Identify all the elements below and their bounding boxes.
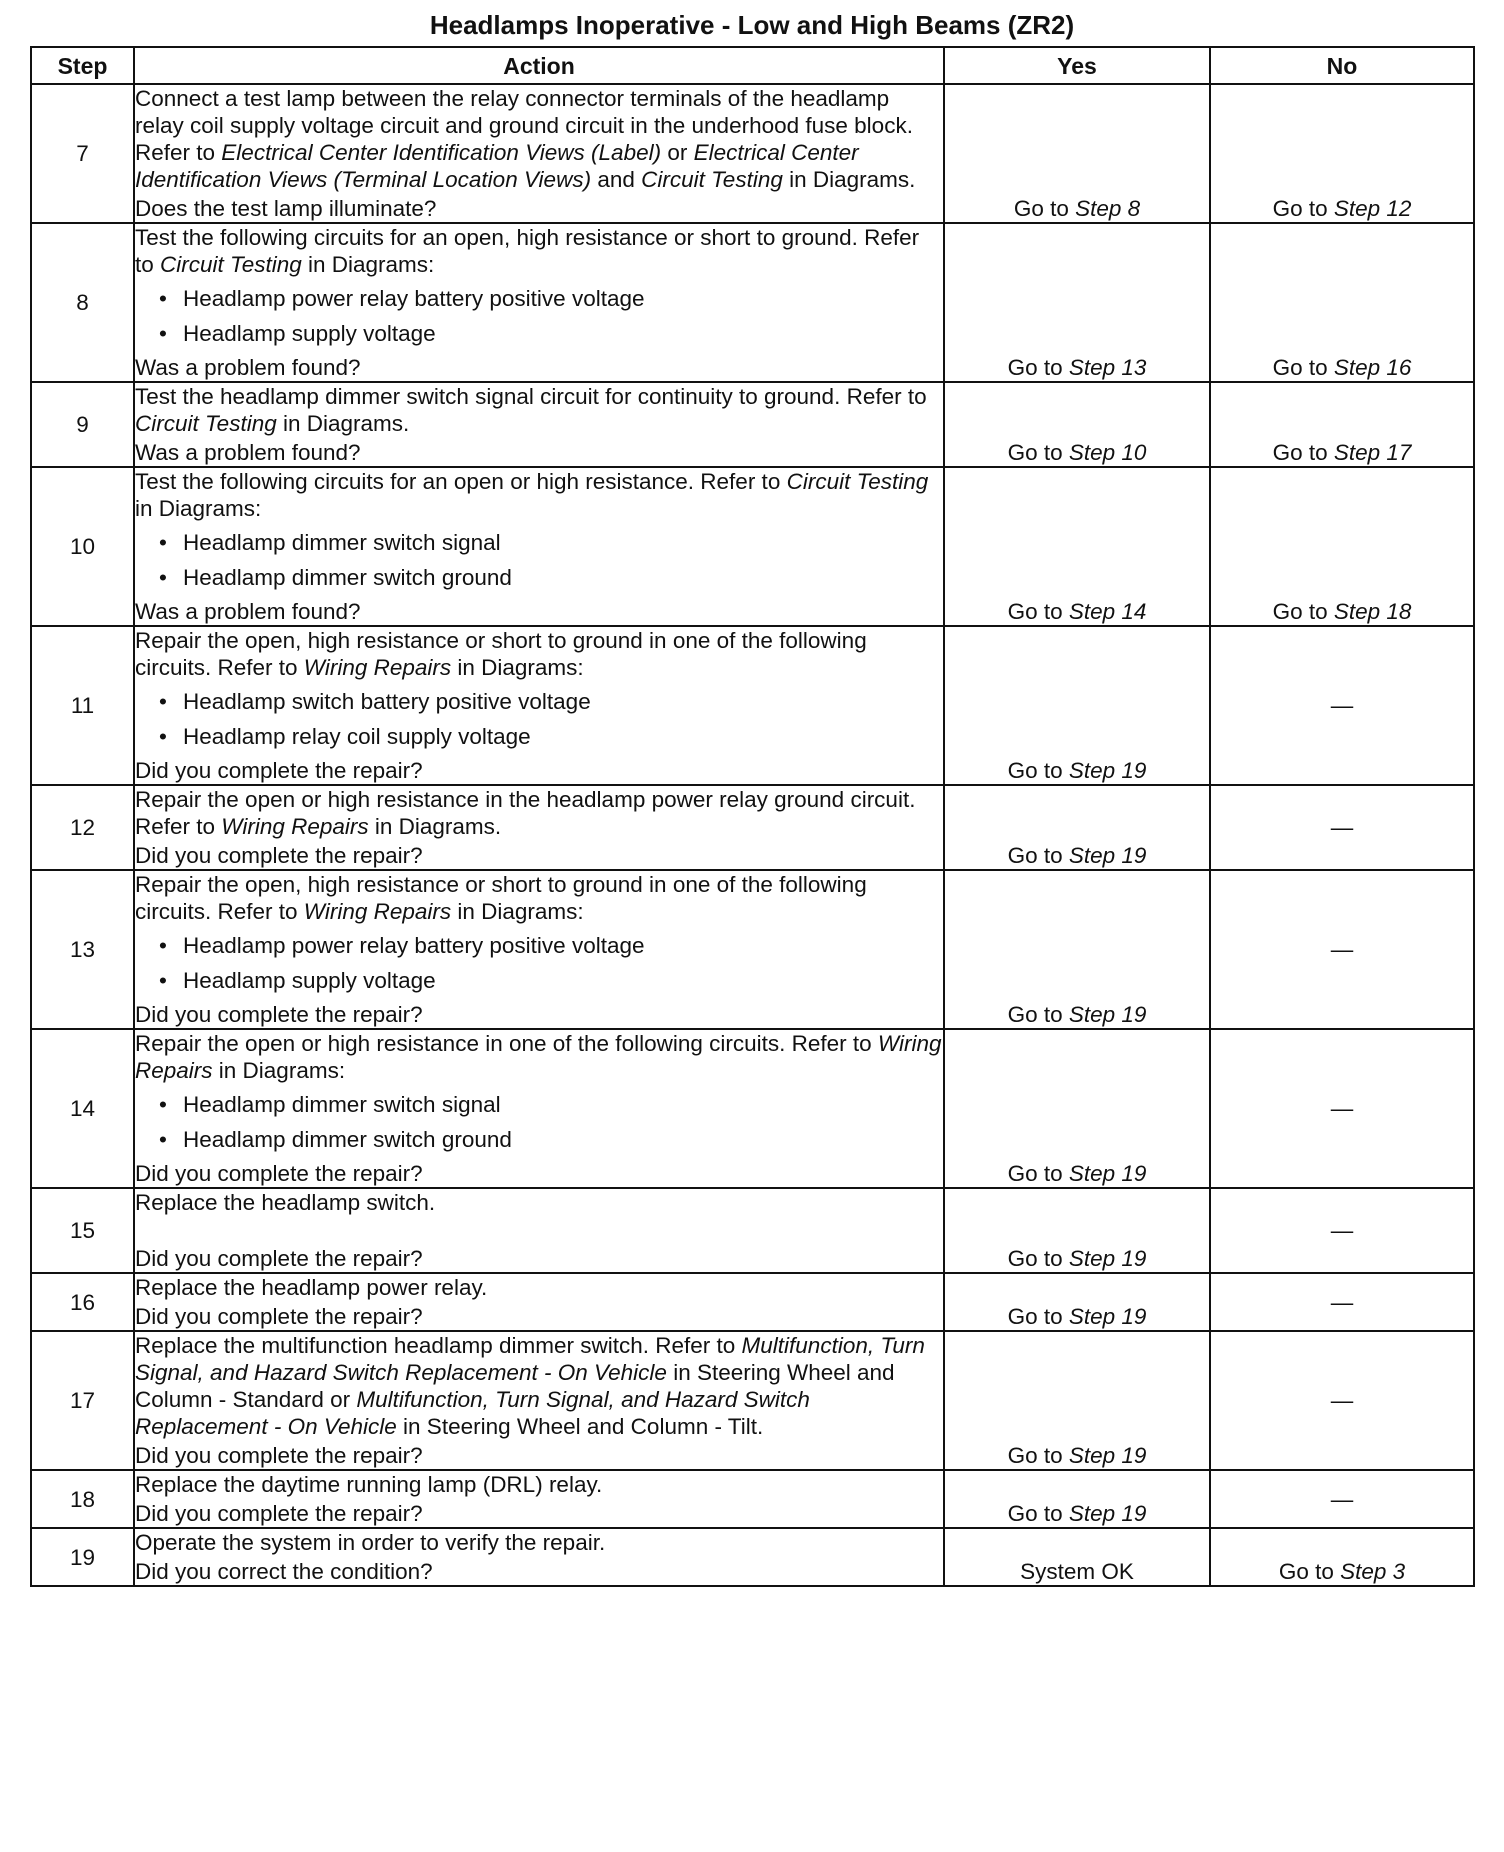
table-row-step-9 — [31, 382, 1474, 467]
yes-cell: Go to Step 19 — [944, 1470, 1210, 1528]
action-question: Did you complete the repair? — [135, 1002, 423, 1027]
step-number: 8 — [31, 223, 134, 382]
yes-step-ref: Step 10 — [1068, 440, 1147, 465]
yes-step-ref: Step 19 — [1068, 1501, 1147, 1526]
no-step-ref: Step 12 — [1333, 196, 1412, 221]
reference-link: Circuit Testing — [786, 469, 929, 494]
yes-step-ref: Step 19 — [1068, 758, 1147, 783]
action-question: Did you complete the repair? — [135, 843, 423, 868]
reference-link: Circuit Testing — [160, 252, 302, 277]
reference-link: Wiring Repairs — [135, 1031, 942, 1083]
reference-link: Circuit Testing — [641, 167, 783, 192]
circuit-list — [135, 281, 943, 351]
list-item: • Headlamp dimmer switch ground — [135, 1122, 943, 1157]
reference-link: Wiring Repairs — [221, 814, 369, 839]
list-item: • Headlamp power relay battery positive voltage — [135, 281, 943, 316]
action-text: Operate the system in order to verify the repair. — [135, 1530, 606, 1555]
header-row — [31, 47, 1474, 84]
yes-cell: Go to Step 13 — [944, 223, 1210, 382]
header-step: Step — [31, 47, 134, 84]
action-cell — [134, 1029, 944, 1188]
reference-link: Wiring Repairs — [303, 899, 452, 924]
header-action: Action — [134, 47, 944, 84]
action-question: Did you correct the condition? — [135, 1559, 433, 1584]
action-question: Did you complete the repair? — [135, 1501, 423, 1526]
list-item: • Headlamp supply voltage — [135, 963, 943, 998]
circuit-list — [135, 1087, 943, 1157]
no-cell-dash: — — [1210, 1188, 1474, 1273]
no-cell: Go to Step 17 — [1210, 382, 1474, 467]
yes-step-ref: Step 19 — [1068, 1304, 1147, 1329]
step-number: 17 — [31, 1331, 134, 1470]
no-cell-dash: — — [1210, 1273, 1474, 1331]
yes-step-ref: Step 19 — [1068, 843, 1147, 868]
action-cell — [134, 1273, 944, 1331]
list-item: • Headlamp power relay battery positive voltage — [135, 928, 943, 963]
step-number: 10 — [31, 467, 134, 626]
no-step-ref: Step 3 — [1340, 1559, 1406, 1584]
yes-cell: Go to Step 8 — [944, 84, 1210, 223]
yes-step-ref: Step 19 — [1068, 1002, 1147, 1027]
no-step-ref: Step 16 — [1333, 355, 1412, 380]
circuit-list — [135, 525, 943, 595]
step-number: 18 — [31, 1470, 134, 1528]
no-cell: Go to Step 18 — [1210, 467, 1474, 626]
action-cell — [134, 1331, 944, 1470]
table-row-step-8 — [31, 223, 1474, 382]
yes-cell: Go to Step 14 — [944, 467, 1210, 626]
action-question: Did you complete the repair? — [135, 1443, 423, 1468]
step-number: 7 — [31, 84, 134, 223]
list-item: • Headlamp relay coil supply voltage — [135, 719, 943, 754]
table-row-step-10 — [31, 467, 1474, 626]
yes-cell: Go to Step 19 — [944, 870, 1210, 1029]
table-row-step-19 — [31, 1528, 1474, 1586]
yes-step-ref: Step 19 — [1068, 1161, 1147, 1186]
action-question: Did you complete the repair? — [135, 1161, 423, 1186]
reference-link: Multifunction, Turn Signal, and Hazard Switch Replacement - On Vehicle — [135, 1387, 810, 1439]
table-row-step-18 — [31, 1470, 1474, 1528]
yes-cell: Go to Step 19 — [944, 626, 1210, 785]
table-row-step-11 — [31, 626, 1474, 785]
action-text: Test the following circuits for an open, high resistance or short to ground. Refer to Circuit Testing in Diagrams: — [135, 225, 920, 277]
no-step-ref: Step 18 — [1333, 599, 1412, 624]
action-text: Test the following circuits for an open or high resistance. Refer to Circuit Testing in Diagrams: — [135, 469, 929, 521]
yes-step-ref: Step 8 — [1075, 196, 1141, 221]
yes-cell: Go to Step 19 — [944, 1331, 1210, 1470]
step-number: 12 — [31, 785, 134, 870]
yes-cell: Go to Step 19 — [944, 1029, 1210, 1188]
no-cell-dash: — — [1210, 1029, 1474, 1188]
no-cell-dash: — — [1210, 1331, 1474, 1470]
action-cell — [134, 1188, 944, 1273]
table-row-step-17 — [31, 1331, 1474, 1470]
action-text: Test the headlamp dimmer switch signal circuit for continuity to ground. Refer to Circuit Testing in Diagrams. — [135, 384, 927, 436]
action-cell — [134, 467, 944, 626]
action-text: Replace the headlamp power relay. — [135, 1275, 488, 1300]
action-text: Replace the multifunction headlamp dimmer switch. Refer to Multifunction, Turn Signal, and Hazard Switch Replacement - On Vehicle in Steering Wheel and Column - Standard or Multifunction, Turn Signal, and Hazard Switch Replacement - On Vehicle in Steering Wheel and Column - Tilt. — [135, 1333, 925, 1439]
list-item: • Headlamp dimmer switch ground — [135, 560, 943, 595]
action-cell — [134, 626, 944, 785]
action-text: Replace the daytime running lamp (DRL) relay. — [135, 1472, 603, 1497]
no-cell-dash: — — [1210, 626, 1474, 785]
yes-cell: Go to Step 19 — [944, 1273, 1210, 1331]
step-number: 9 — [31, 382, 134, 467]
header-no: No — [1210, 47, 1474, 84]
yes-cell: Go to Step 10 — [944, 382, 1210, 467]
table-row-step-13 — [31, 870, 1474, 1029]
table-row-step-16 — [31, 1273, 1474, 1331]
table-row-step-7 — [31, 84, 1474, 223]
step-number: 13 — [31, 870, 134, 1029]
action-text: Repair the open or high resistance in the headlamp power relay ground circuit. Refer to Wiring Repairs in Diagrams. — [135, 787, 916, 839]
yes-step-ref: Step 19 — [1068, 1443, 1147, 1468]
action-cell — [134, 870, 944, 1029]
no-cell: Go to Step 12 — [1210, 84, 1474, 223]
no-cell: Go to Step 16 — [1210, 223, 1474, 382]
list-item: • Headlamp switch battery positive voltage — [135, 684, 943, 719]
step-number: 14 — [31, 1029, 134, 1188]
circuit-list — [135, 684, 943, 754]
no-cell-dash: — — [1210, 785, 1474, 870]
action-cell — [134, 1470, 944, 1528]
action-question: Was a problem found? — [135, 440, 361, 465]
action-cell — [134, 223, 944, 382]
table-row-step-14 — [31, 1029, 1474, 1188]
no-cell-dash: — — [1210, 870, 1474, 1029]
yes-cell: System OK — [944, 1528, 1210, 1586]
action-question: Did you complete the repair? — [135, 1304, 423, 1329]
yes-step-ref: Step 19 — [1068, 1246, 1147, 1271]
page-title: Headlamps Inoperative - Low and High Beams (ZR2) — [429, 10, 1075, 40]
list-item: • Headlamp dimmer switch signal — [135, 1087, 943, 1122]
action-cell — [134, 84, 944, 223]
step-number: 16 — [31, 1273, 134, 1331]
step-number: 19 — [31, 1528, 134, 1586]
spacer — [135, 1216, 943, 1243]
step-number: 15 — [31, 1188, 134, 1273]
reference-link: Electrical Center Identification Views (Terminal Location Views) — [135, 140, 859, 192]
action-question: Was a problem found? — [135, 599, 361, 624]
action-text: Connect a test lamp between the relay connector terminals of the headlamp relay coil supply voltage circuit and ground circuit in the underhood fuse block. Refer to Electrical Center Identification Views (Label) or Electrical Center Identification Views (Terminal Location Views) and Circuit Testing in Diagrams. — [135, 86, 916, 192]
action-text: Replace the headlamp switch. — [135, 1190, 436, 1215]
yes-step-ref: Step 14 — [1068, 599, 1147, 624]
list-item: • Headlamp dimmer switch signal — [135, 525, 943, 560]
action-cell — [134, 382, 944, 467]
reference-link: Wiring Repairs — [303, 655, 452, 680]
action-question: Does the test lamp illuminate? — [135, 196, 437, 221]
header-yes: Yes — [944, 47, 1210, 84]
step-number: 11 — [31, 626, 134, 785]
action-question: Was a problem found? — [135, 355, 361, 380]
action-text: Repair the open or high resistance in one of the following circuits. Refer to Wiring Repairs in Diagrams: — [135, 1031, 942, 1083]
list-item: • Headlamp supply voltage — [135, 316, 943, 351]
reference-link: Circuit Testing — [135, 411, 277, 436]
action-cell — [134, 1528, 944, 1586]
action-cell — [134, 785, 944, 870]
action-text: Repair the open, high resistance or short to ground in one of the following circuits. Refer to Wiring Repairs in Diagrams: — [135, 628, 867, 680]
yes-cell: Go to Step 19 — [944, 1188, 1210, 1273]
no-step-ref: Step 17 — [1333, 440, 1412, 465]
diagnostic-table — [30, 46, 1475, 1587]
no-cell: Go to Step 3 — [1210, 1528, 1474, 1586]
table-row-step-12 — [31, 785, 1474, 870]
circuit-list — [135, 928, 943, 998]
reference-link: Electrical Center Identification Views (Label) — [221, 140, 662, 165]
no-cell-dash: — — [1210, 1470, 1474, 1528]
table-row-step-15 — [31, 1188, 1474, 1273]
action-text: Repair the open, high resistance or short to ground in one of the following circuits. Refer to Wiring Repairs in Diagrams: — [135, 872, 867, 924]
action-question: Did you complete the repair? — [135, 1246, 423, 1271]
yes-cell: Go to Step 19 — [944, 785, 1210, 870]
action-question: Did you complete the repair? — [135, 758, 423, 783]
reference-link: Multifunction, Turn Signal, and Hazard Switch Replacement - On Vehicle — [135, 1333, 925, 1385]
yes-step-ref: Step 13 — [1068, 355, 1147, 380]
